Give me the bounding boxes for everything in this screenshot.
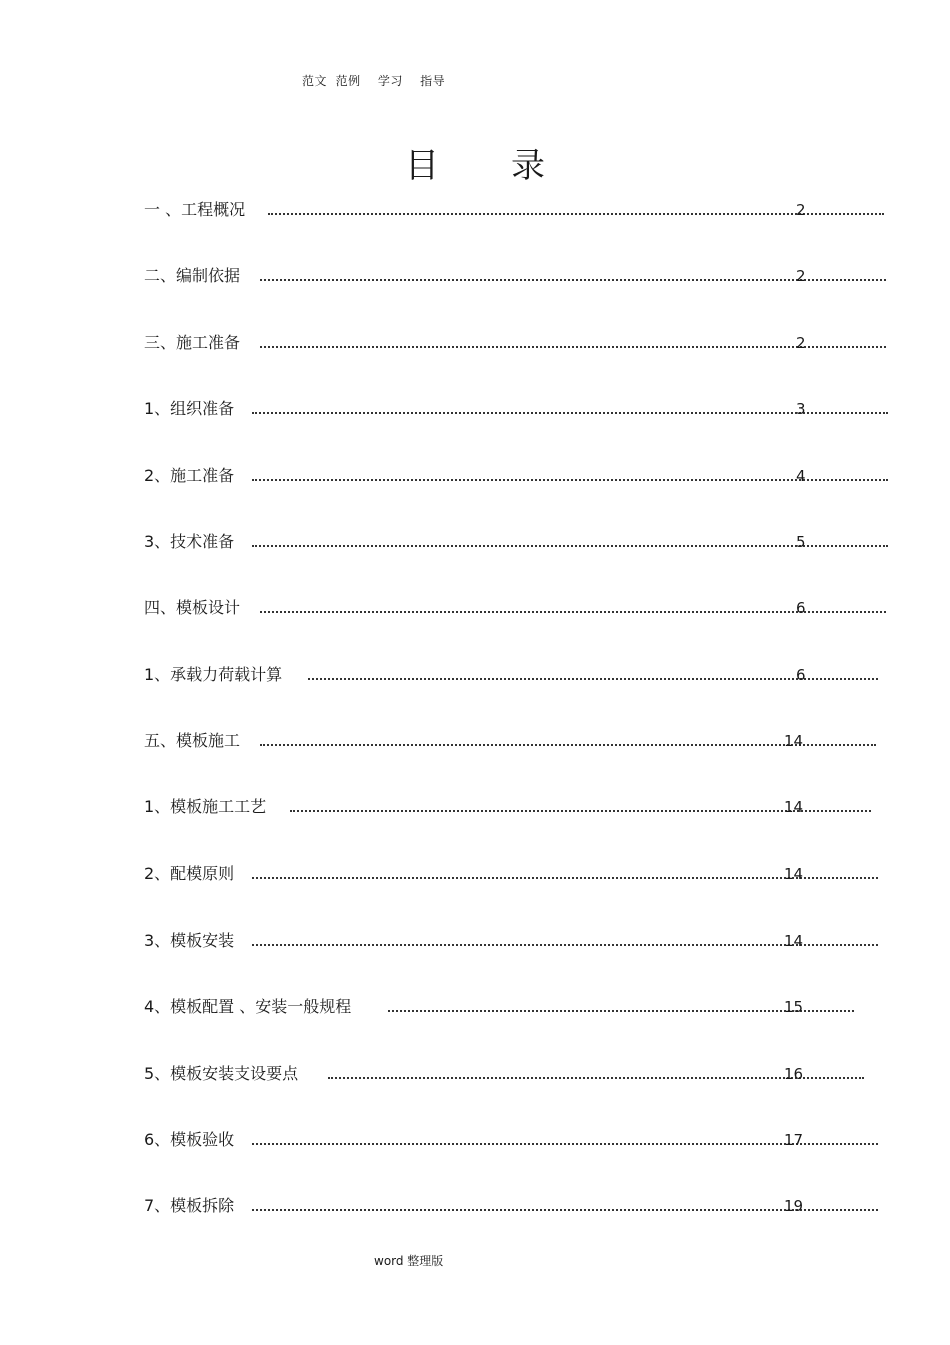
toc-entry[interactable] <box>144 729 876 753</box>
toc-entry-page: 14 <box>784 732 804 750</box>
toc-entry-page: 15 <box>784 998 804 1016</box>
toc-entry-label: 2、施工准备 <box>144 464 238 488</box>
toc-entry[interactable] <box>144 397 888 421</box>
toc-entry-page: 17 <box>784 1131 804 1149</box>
toc-entry-label: 3、模板安装 <box>144 929 238 953</box>
toc-entry-page: 16 <box>784 1065 804 1083</box>
page-header: 范文 范例 学习 指导 <box>302 74 446 88</box>
toc-entry-page: 5 <box>796 533 806 551</box>
toc-entry[interactable] <box>144 264 886 288</box>
toc-entry-label: 3、技术准备 <box>144 530 238 554</box>
toc-entry[interactable] <box>144 1194 878 1218</box>
toc-entry-page: 6 <box>796 599 806 617</box>
toc-entry-label: 1、组织准备 <box>144 397 238 421</box>
toc-entry-page: 14 <box>784 798 804 816</box>
toc-entry[interactable] <box>144 464 888 488</box>
toc-entry-label: 1、模板施工工艺 <box>144 795 270 819</box>
toc-entry[interactable] <box>144 663 878 687</box>
toc-entry-label: 7、模板拆除 <box>144 1194 238 1218</box>
dot-leader <box>252 412 888 414</box>
toc-entry-label: 五、模板施工 <box>144 729 244 753</box>
toc-entry-page: 3 <box>796 400 806 418</box>
toc-entry-label: 三、施工准备 <box>144 331 244 355</box>
toc-entry-label: 1、承载力荷载计算 <box>144 663 286 687</box>
toc-entry-page: 14 <box>784 932 804 950</box>
dot-leader <box>260 611 886 613</box>
toc-entry[interactable] <box>144 795 871 819</box>
dot-leader <box>252 479 888 481</box>
toc-entry[interactable] <box>144 1128 878 1152</box>
toc-entry-label: 四、模板设计 <box>144 596 244 620</box>
toc-entry-page: 4 <box>796 467 806 485</box>
toc-entry-page: 6 <box>796 666 806 684</box>
toc-entry-label: 5、模板安装支设要点 <box>144 1062 302 1086</box>
toc-entry-label: 一 、工程概况 <box>144 198 249 222</box>
toc-entry-page: 2 <box>796 334 806 352</box>
dot-leader <box>260 346 886 348</box>
toc-entry-label: 二、编制依据 <box>144 264 244 288</box>
dot-leader <box>252 545 888 547</box>
toc-entry-page: 2 <box>796 201 806 219</box>
toc-entry[interactable] <box>144 1062 864 1086</box>
dot-leader <box>308 678 878 680</box>
dot-leader <box>268 213 884 215</box>
toc-entry-label: 6、模板验收 <box>144 1128 238 1152</box>
toc-entry[interactable] <box>144 862 878 886</box>
dot-leader <box>260 279 886 281</box>
toc-entry[interactable] <box>144 530 888 554</box>
toc-entry-page: 14 <box>784 865 804 883</box>
toc-entry-page: 2 <box>796 267 806 285</box>
toc-entry-label: 2、配模原则 <box>144 862 238 886</box>
toc-entry[interactable] <box>144 198 886 222</box>
toc-entry[interactable] <box>144 929 878 953</box>
page-footer: word 整理版 <box>374 1254 444 1268</box>
toc-entry[interactable] <box>144 995 854 1019</box>
toc-entry[interactable] <box>144 596 886 620</box>
toc-entry[interactable] <box>144 331 886 355</box>
toc-entry-label: 4、模板配置 、安装一般规程 <box>144 995 355 1019</box>
toc-title: 目录 <box>405 146 617 186</box>
toc-entry-page: 19 <box>784 1197 804 1215</box>
